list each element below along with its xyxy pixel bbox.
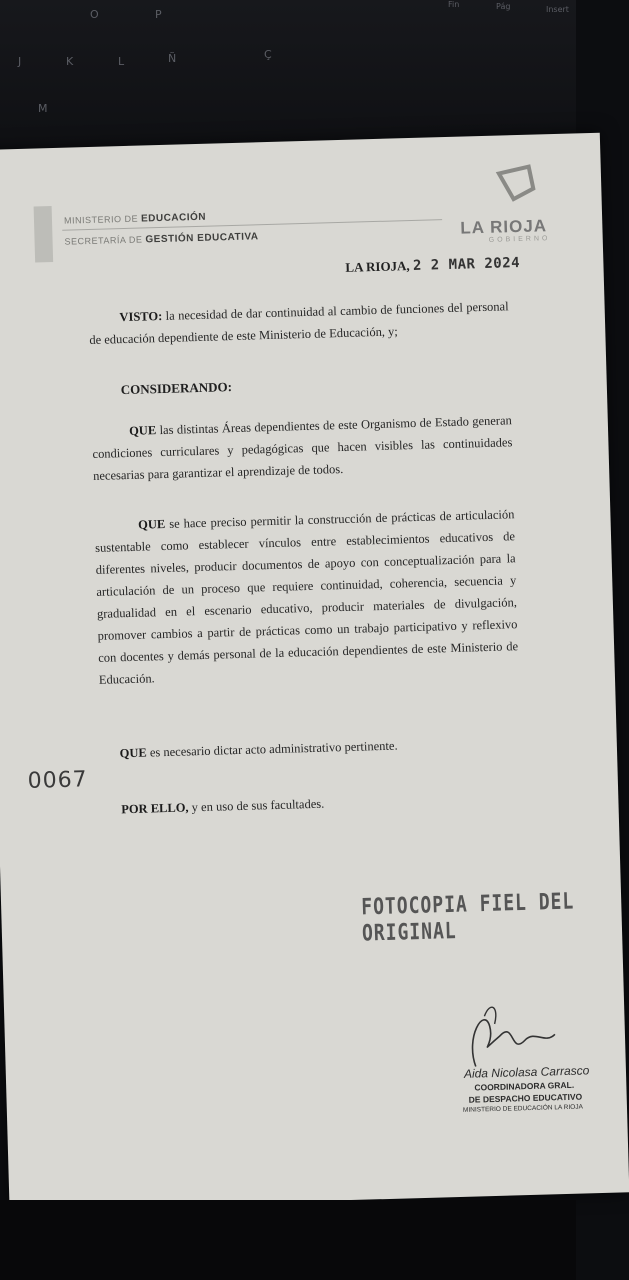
que-paragraph-2: QUE se hace preciso permitir la construcción de prácticas de articulación sustentable como establecer vínculos entre establecimientos educativos de diferentes niveles, producir documentos de apoyo con conceptualización para la articulación de un proceso que requiere continuidad, coherencia, secuencia y gradualidad en el escenario educativo, producir materiales de divulgación, promover cambios a partir de prácticas como un trabajo participativo y reflexivo con docentes y demás personal de la educación dependientes de este Ministerio de Educación.: [94, 507, 519, 687]
keyboard-key: O: [90, 8, 99, 21]
date-line: [345, 255, 520, 276]
keyboard-key: Ç: [264, 48, 272, 61]
signature-title-2: DE DESPACHO EDUCATIVO: [468, 1091, 583, 1105]
date-place: LA RIOJA,: [345, 258, 410, 275]
handwritten-stamp-number: 0067: [27, 767, 88, 794]
keyboard-key: Fin: [448, 0, 460, 9]
por-ello-paragraph: POR ELLO, y en uso de sus facultades.: [121, 796, 325, 817]
signature-title-3: MINISTERIO DE EDUCACIÓN LA RIOJA: [462, 1103, 583, 1114]
que-paragraph-1: QUE las distintas Áreas dependientes de este Organismo de Estado generan condiciones curriculares y pedagógicas que hacen visibles las continuidades necesarias para garantizar el aprendizaje de todos.: [92, 413, 513, 483]
keyboard-key: K: [66, 55, 74, 68]
visto-paragraph: VISTO: la necesidad de dar continuidad al cambio de funciones del personal de educación dependiente de este Ministerio de Educación, y;: [89, 299, 509, 348]
secretary-line: SECRETARÍA DE GESTIÓN EDUCATIVA: [64, 231, 259, 247]
keyboard-key: L: [118, 55, 125, 68]
signature-name: Aida Nicolasa Carrasco: [463, 1063, 590, 1081]
signature-title-1: COORDINADORA GRAL.: [474, 1079, 575, 1093]
keyboard-key: M: [38, 102, 48, 115]
document-page: [0, 133, 629, 1210]
table-surface: [0, 1200, 576, 1280]
date-stamp: 2 2 MAR 2024: [412, 254, 521, 274]
keyboard-key: Insert: [546, 5, 569, 14]
keyboard-key: Ñ: [168, 52, 177, 65]
logo-text: LA RIOJA: [460, 216, 548, 238]
keyboard-key: P: [155, 8, 162, 21]
logo-subtext: GOBIERNO: [488, 235, 551, 244]
considerando-heading: CONSIDERANDO:: [120, 379, 233, 398]
certification-stamp: FOTOCOPIA FIEL DEL ORIGINAL: [360, 888, 575, 947]
ministry-line: MINISTERIO DE EDUCACIÓN: [63, 211, 207, 226]
keyboard-key: Pág: [496, 2, 511, 11]
keyboard-key: J: [18, 55, 22, 68]
que-paragraph-3: QUE es necesario dictar acto administrativo pertinente.: [119, 738, 398, 761]
header-accent-bar: [34, 206, 54, 262]
